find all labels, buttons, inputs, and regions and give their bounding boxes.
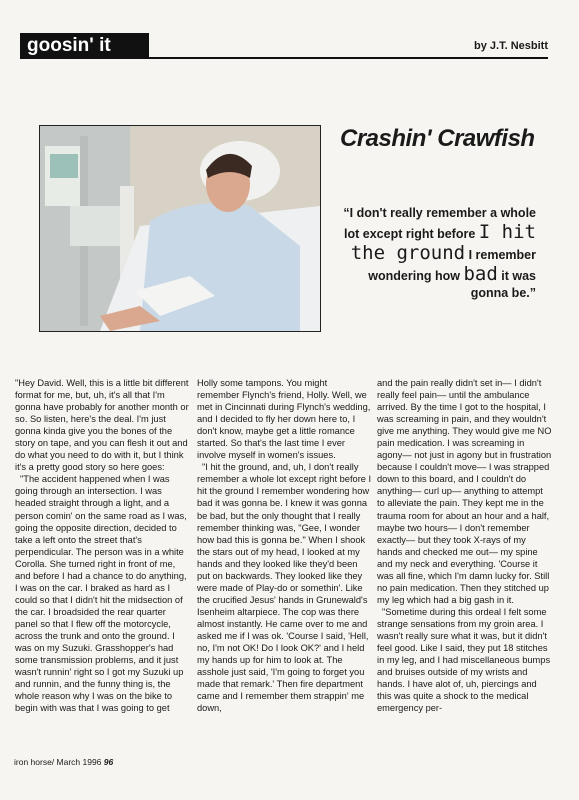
text-column-2: [197, 377, 372, 745]
hospital-photo: [39, 125, 321, 332]
pull-quote-part-2: I remember wondering how: [368, 248, 536, 283]
paragraph: "Hey David. Well, this is a little bit different format for me, but, uh, it's all that I'm gonna have probably for another month or so. So listen, here's the deal. I'm just gonna kinda give you the bones of the story on tape, and you can flesh it out and do what you need to do with it, but I think it's a pretty good story so here goes:: [15, 378, 189, 473]
page-footer: [14, 757, 113, 767]
text-column-3: [377, 377, 552, 745]
paragraph: "Sometime during this ordeal I felt some strange sensations from my groin area. I wasn't really sure what it was, but it didn't feel good. Like I said, they put 18 stitches in my leg, and I had miscellaneous bumps and bruises outside of my wrists and hands. I have alot of, uh, piercings and this was quite a shock to the medical emergency per-: [377, 606, 551, 714]
paragraph: "The accident happened when I was going through an intersection. I was headed straight through a light, and a person comin' on the same road as I was, going the opposite direction, decided to take a left onto the street that's perpendicular. The person was in a white Corolla. She turned right in front of me, and before I had a chance to do anything, I was on the car. I braked as hard as I could so that I didn't hit the midsection of the car. I broadsided the rear quarter panel so that I flew off the motorcycle, across the trunk and onto the ground. I was on my Suzuki. Grasshopper's had some transmission problems, and it just wasn't runnin' right so I got my Suzuki up and runnin, and the funny thing is, the whole reason why I was on the bike to begin with was that I was going to get: [15, 474, 187, 714]
page-number: 96: [103, 757, 114, 767]
pull-quote: [336, 205, 536, 302]
section-title: goosin' it: [27, 35, 111, 56]
paragraph: and the pain really didn't set in— I didn't really feel pain— until the ambulance arrived. By the time I got to the hospital, I was screaming in pain, and they wouldn't give me anything. They would give me NO pain medication. I was screaming in agony— not just in agony but in frustration because I couldn't move— I was strapped down to this board, and I couldn't do anything— curl up— anything to attempt to alleviate the pain. They kept me in the trauma room for about an hour and a half, maybe two hours— I don't remember exactly— but they took X-rays of my hands and checked me out— my spine and my neck and everything. 'Course it was all fine, which I'm damn lucky for. Still no pain medication. Then they stitched up my leg which had a big gash in it.: [377, 378, 552, 605]
pull-quote-emphasis-1: I hit the ground: [350, 221, 536, 264]
header-rule: [20, 57, 548, 59]
pull-quote-part-1: “I don't really remember a whole lot except right before: [343, 206, 536, 241]
paragraph: Holly some tampons. You might remember Flynch's friend, Holly. Well, we met in Cincinnati during Flynch's wedding, and I decided to fly her down here to, I don't know, maybe get a little romance started. So that's the last time I ever involve myself in women's issues.: [197, 378, 371, 461]
paragraph: "I hit the ground, and, uh, I don't really remember a whole lot except right before I hit the ground I remember wondering how bad it was gonna be. I knew it was gonna be bad, but the only thought that I really remember thinking was, "Gee, I wonder how bad this is gonna be." When I shook the stars out of my head, I looked at my hands and they looked like they'd been put on backwards. They looked like they were made of Play-do or somethin'. Like the crucified Jesus' hands in Grunewald's Isenheim altarpiece. The cop was there almost instantly. He came over to me and asked me if I was ok. 'Course I said, 'Hell, no, I'm not OK! Do I look OK?' and I held my hands up for him to look at. The asshole just said, 'I'm going to forget you made that remark.' Then fire department came and I remember them strappin' me down,: [197, 462, 372, 714]
byline: by J.T. Nesbitt: [474, 40, 548, 52]
hospital-photo-illustration: [40, 126, 320, 331]
pull-quote-part-3: it was gonna be.”: [470, 269, 536, 300]
article-title: Crashin' Crawfish: [340, 125, 535, 152]
footer-text: iron horse/ March 1996: [14, 757, 102, 767]
text-column-1: [15, 377, 190, 745]
pull-quote-emphasis-2: bad: [463, 263, 498, 285]
